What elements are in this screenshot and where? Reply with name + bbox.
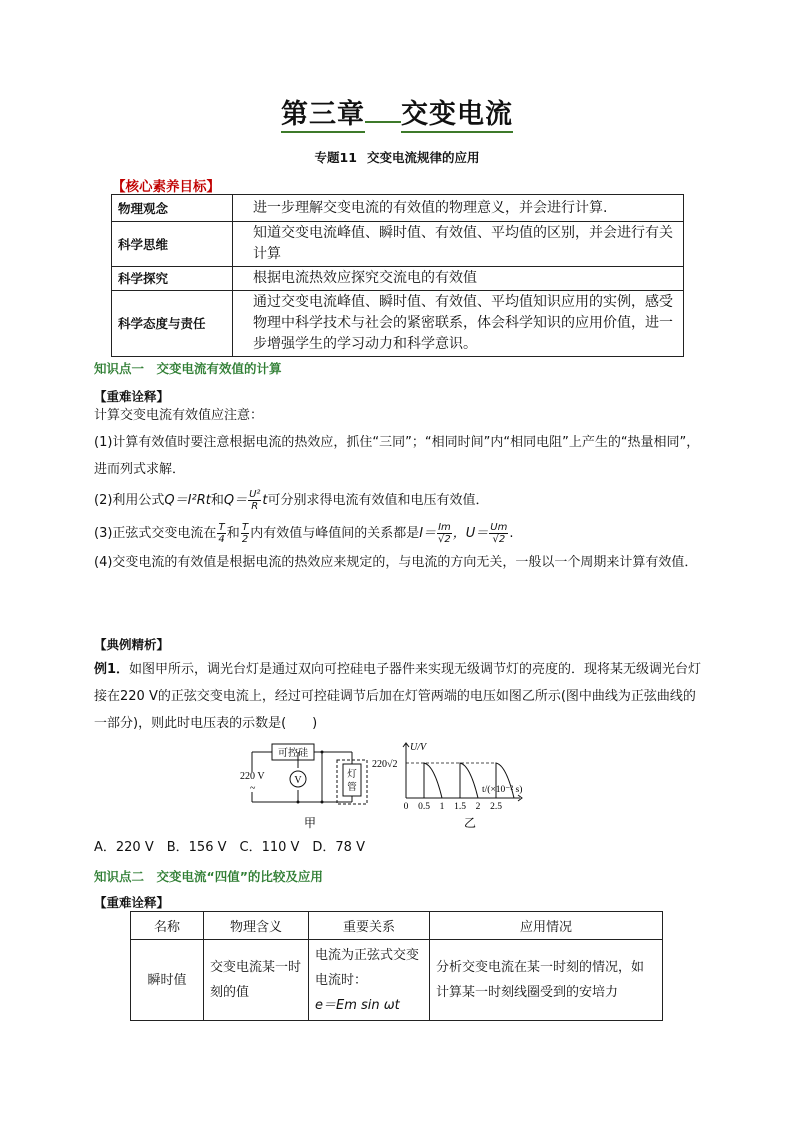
goal-value: 根据电流热效应探究交流电的有效值 (233, 267, 684, 291)
formula-joule: Q＝I²Rt (164, 493, 211, 508)
goal-value: 知道交变电流峰值、瞬时值、有效值、平均值的区别，并会进行有关计算 (233, 222, 684, 267)
waveform-segment (424, 763, 442, 798)
goal-value: 通过交变电流峰值、瞬时值、有效值、平均值知识应用的实例，感受物理中科学技术与社会的紧密联系，体会科学知识的应用价值，进一步增强学生的学习动力和科学意识。 (233, 291, 684, 357)
topic-number: 专题11 (314, 150, 357, 165)
goals-row (112, 267, 684, 291)
waveform-segment (460, 763, 478, 798)
goal-key: 科学思维 (112, 222, 233, 267)
graph-caption: 乙 (463, 816, 477, 830)
goals-row (112, 222, 684, 267)
circuit-caption: 甲 (303, 816, 317, 830)
section2-title: 知识点二 交变电流“四值”的比较及应用 (94, 869, 323, 884)
chapter-title (0, 92, 794, 131)
cell-usage: 分析交变电流在某一时刻的情况，如计算某一时刻线圈受到的安培力 (430, 940, 663, 1021)
goal-key: 科学探究 (112, 267, 233, 291)
x-tick: 0.5 (418, 802, 430, 812)
voltmeter-icon: V (294, 775, 302, 786)
topic-subtitle (0, 148, 794, 166)
x-tick: 1.5 (454, 802, 466, 812)
example-number: 例1． (94, 662, 130, 677)
goals-table (111, 194, 684, 357)
goal-key: 物理观念 (112, 195, 233, 222)
section1-explain-label: 【重难诠释】 (94, 389, 170, 404)
cell-name: 瞬时值 (131, 940, 204, 1021)
goal-value: 进一步理解交变电流的有效值的物理意义，并会进行计算. (233, 195, 684, 222)
svg-text:~: ~ (250, 783, 256, 794)
peak-label: 220√2 (372, 759, 398, 770)
example-question (94, 656, 704, 737)
x-axis-label: t/(×10⁻² s) (482, 785, 523, 795)
y-axis-label: U/V (410, 742, 427, 753)
source-label: 220 V (240, 771, 265, 782)
fraction-u2-over-r: $\frac{\text{U²}}{R}$ (249, 489, 261, 512)
point-4: (4)交变电流的有效值是根据电流的热效应来规定的，与电流的方向无关，一般以一个周期来计算有效值． (94, 555, 698, 570)
point-1: (1)计算有效值时要注意根据电流的热效应，抓住“三同”；“相同时间”内“相同电阻”上产生的“热量相同”，进而列式求解． (94, 435, 700, 477)
chapter-number: 第三章 (281, 99, 365, 133)
table-header-cell: 物理含义 (204, 912, 309, 940)
intro-text: 计算交变电流有效值应注意： (94, 408, 264, 423)
circuit-diagram (240, 742, 370, 834)
example-text: 如图甲所示，调光台灯是通过双向可控硅电子器件来实现无级调节灯的亮度的．现将某无级调光台灯接在220 V的正弦交变电流上，经过可控硅调节后加在灯管两端的电压如图乙所示(图中曲线为正弦曲线的一部分)，则此时电压表的示数是( ) (94, 662, 702, 731)
cell-meaning: 交变电流某一时刻的值 (204, 940, 309, 1021)
goals-label: 【核心素养目标】 (112, 179, 220, 195)
voltage-graph (370, 740, 560, 834)
topic-title: 交变电流规律的应用 (366, 150, 480, 165)
chapter-name: 交变电流 (401, 99, 513, 133)
lamp-label: 灯 (347, 770, 357, 780)
goals-row (112, 291, 684, 357)
fraction-t-over-2: $\frac{T}{2}$ (241, 522, 249, 545)
x-tick: 2.5 (490, 802, 502, 812)
x-tick: 0 (403, 802, 409, 812)
x-tick: 2 (475, 802, 481, 812)
four-values-table (130, 911, 663, 1021)
goals-row (112, 195, 684, 222)
answer-options: A．220 V B．156 V C．110 V D．78 V (94, 840, 365, 855)
section1-body (94, 402, 704, 576)
point-3: (3)正弦式交变电流在 $\frac{T}{4}$ 和 $\frac{T}{2}$ 内有效值与峰值间的关系都是I＝ $\frac{Im}{√2}$ ，U＝ $\frac{Um}{√2}$ . (94, 522, 514, 545)
lamp-label-2: 管 (347, 783, 357, 793)
table-header-cell: 名称 (131, 912, 204, 940)
point-2: (2)利用公式Q＝I²Rt和Q＝ $\frac{\text{U²}}{R}$ t可分别求得电流有效值和电压有效值． (94, 489, 489, 512)
table-header-cell: 重要关系 (309, 912, 430, 940)
formula-instantaneous: e＝Em sin ωt (315, 997, 400, 1013)
section1-title: 知识点一 交变电流有效值的计算 (94, 361, 282, 376)
table-header-row (131, 912, 663, 940)
x-tick: 1 (439, 802, 445, 812)
table-row (131, 940, 663, 1021)
section2-explain-label: 【重难诠释】 (94, 895, 170, 910)
example-label: 【典例精析】 (94, 637, 170, 652)
cell-relation: 电流为正弦式交变电流时： e＝Em sin ωt (309, 940, 430, 1021)
fraction-t-over-4: $\frac{T}{4}$ (218, 522, 225, 545)
fraction-um-over-root2: $\frac{Um}{√2}$ (490, 522, 508, 545)
table-header-cell: 应用情况 (430, 912, 663, 940)
fraction-im-over-root2: $\frac{Im}{√2}$ (438, 522, 451, 545)
goal-key: 科学态度与责任 (112, 291, 233, 357)
scr-label: 可控硅 (278, 748, 308, 759)
